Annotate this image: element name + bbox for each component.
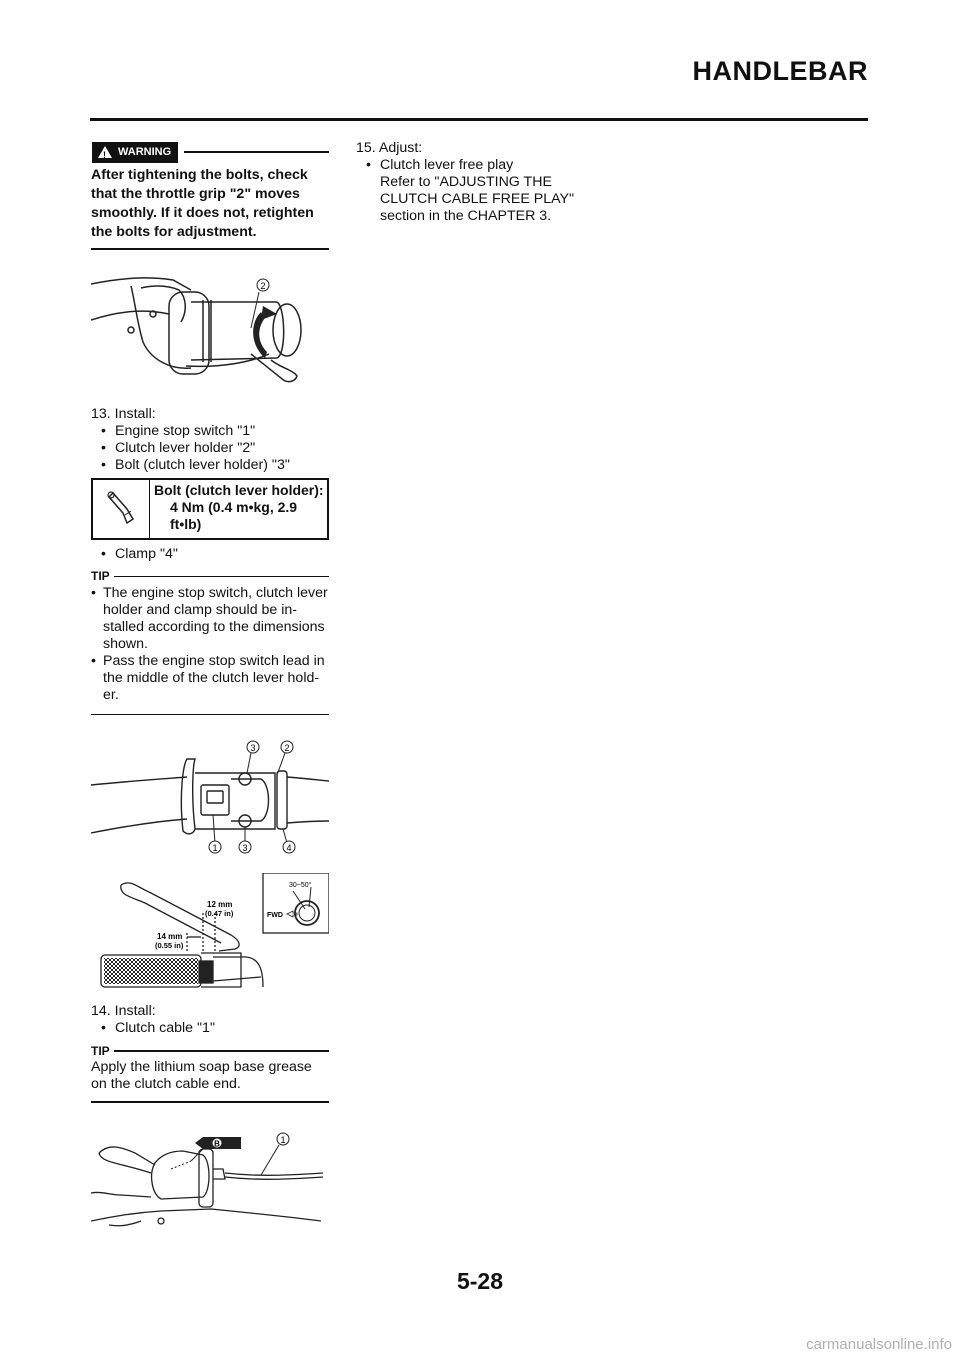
callout-2: 2 <box>260 280 266 291</box>
grease-b-label: B <box>214 1139 220 1148</box>
dimension-12mm: 12 mm <box>207 900 233 909</box>
step-14-item: • Clutch cable "1" <box>91 1020 329 1037</box>
warning-header <box>91 140 329 164</box>
step-15-item: • Clutch lever free play <box>356 157 616 174</box>
dimension-12mm-in: (0.47 in) <box>205 909 234 918</box>
spec-value: 4 Nm (0.4 m•kg, 2.9 <box>170 498 298 515</box>
callout-2: 2 <box>284 743 290 753</box>
callout-1: 1 <box>280 1134 286 1145</box>
step-13-heading: 13. Install: <box>91 405 156 422</box>
left-column <box>91 140 329 1237</box>
page-number: 5-28 <box>456 1268 504 1294</box>
lever-dimensions-figure <box>91 873 329 993</box>
watermark: carmanualsonline.info <box>806 1336 952 1353</box>
step-14 <box>91 1003 329 1103</box>
tip-header: TIP <box>91 569 329 585</box>
step-13 <box>91 406 329 716</box>
header-rule <box>90 118 868 121</box>
warning-triangle-icon: ! <box>98 146 112 158</box>
callout-4: 4 <box>286 843 292 853</box>
throttle-grip-figure <box>91 272 329 392</box>
step-14-heading: 14. Install: <box>91 1003 156 1019</box>
spec-value: ft•lb) <box>170 515 202 532</box>
dimension-14mm: 14 mm <box>157 932 183 941</box>
fwd-label: FWD <box>267 912 283 919</box>
tip-item: • The engine stop switch, clutch lever holder and clamp should be in- stalled according to the dimensions shown. <box>91 585 329 653</box>
step-13-item: • Bolt (clutch lever holder) "3" <box>91 457 329 474</box>
torque-wrench-icon <box>93 480 150 538</box>
tip-rule <box>91 1101 329 1103</box>
torque-spec-box <box>91 478 329 540</box>
step-13-item: • Engine stop switch "1" <box>91 423 329 440</box>
step-15-reference: section in the CHAPTER 3. <box>380 208 552 224</box>
grease-marker <box>195 1137 241 1149</box>
tip-text: Apply the lithium soap base grease on the clutch cable end. <box>91 1059 312 1092</box>
tip-header: TIP <box>91 1043 329 1059</box>
tip-item: • Pass the engine stop switch lead in the middle of the clutch lever hold- er. <box>91 653 329 704</box>
angle-inset <box>263 873 329 933</box>
right-column <box>356 140 616 225</box>
dimension-14mm-in: (0.55 in) <box>155 941 184 950</box>
step-13-item: • Clamp "4" <box>91 546 329 563</box>
callout-3: 3 <box>242 843 248 853</box>
tip-rule <box>91 714 329 716</box>
angle-label: 30~50° <box>289 882 312 889</box>
callout-1: 1 <box>212 843 218 853</box>
warning-label: WARNING <box>118 145 172 158</box>
page-title: HANDLEBAR <box>692 56 868 86</box>
step-15-reference: CLUTCH CABLE FREE PLAY" <box>380 191 574 207</box>
callout-3: 3 <box>250 743 256 753</box>
warning-rule <box>91 248 329 250</box>
step-15-reference: Refer to "ADJUSTING THE <box>380 174 552 190</box>
step-15-heading: 15. Adjust: <box>356 140 423 156</box>
clutch-cable-figure <box>91 1121 329 1237</box>
warning-text: After tightening the bolts, check that the throttle grip "2" moves smoothly. If it does not, retighten the bolts for adjustment. <box>91 167 314 240</box>
warning-badge <box>92 142 178 163</box>
step-13-item: • Clutch lever holder "2" <box>91 440 329 457</box>
spec-title: Bolt (clutch lever holder): <box>154 481 324 498</box>
clutch-holder-figure <box>91 735 329 855</box>
